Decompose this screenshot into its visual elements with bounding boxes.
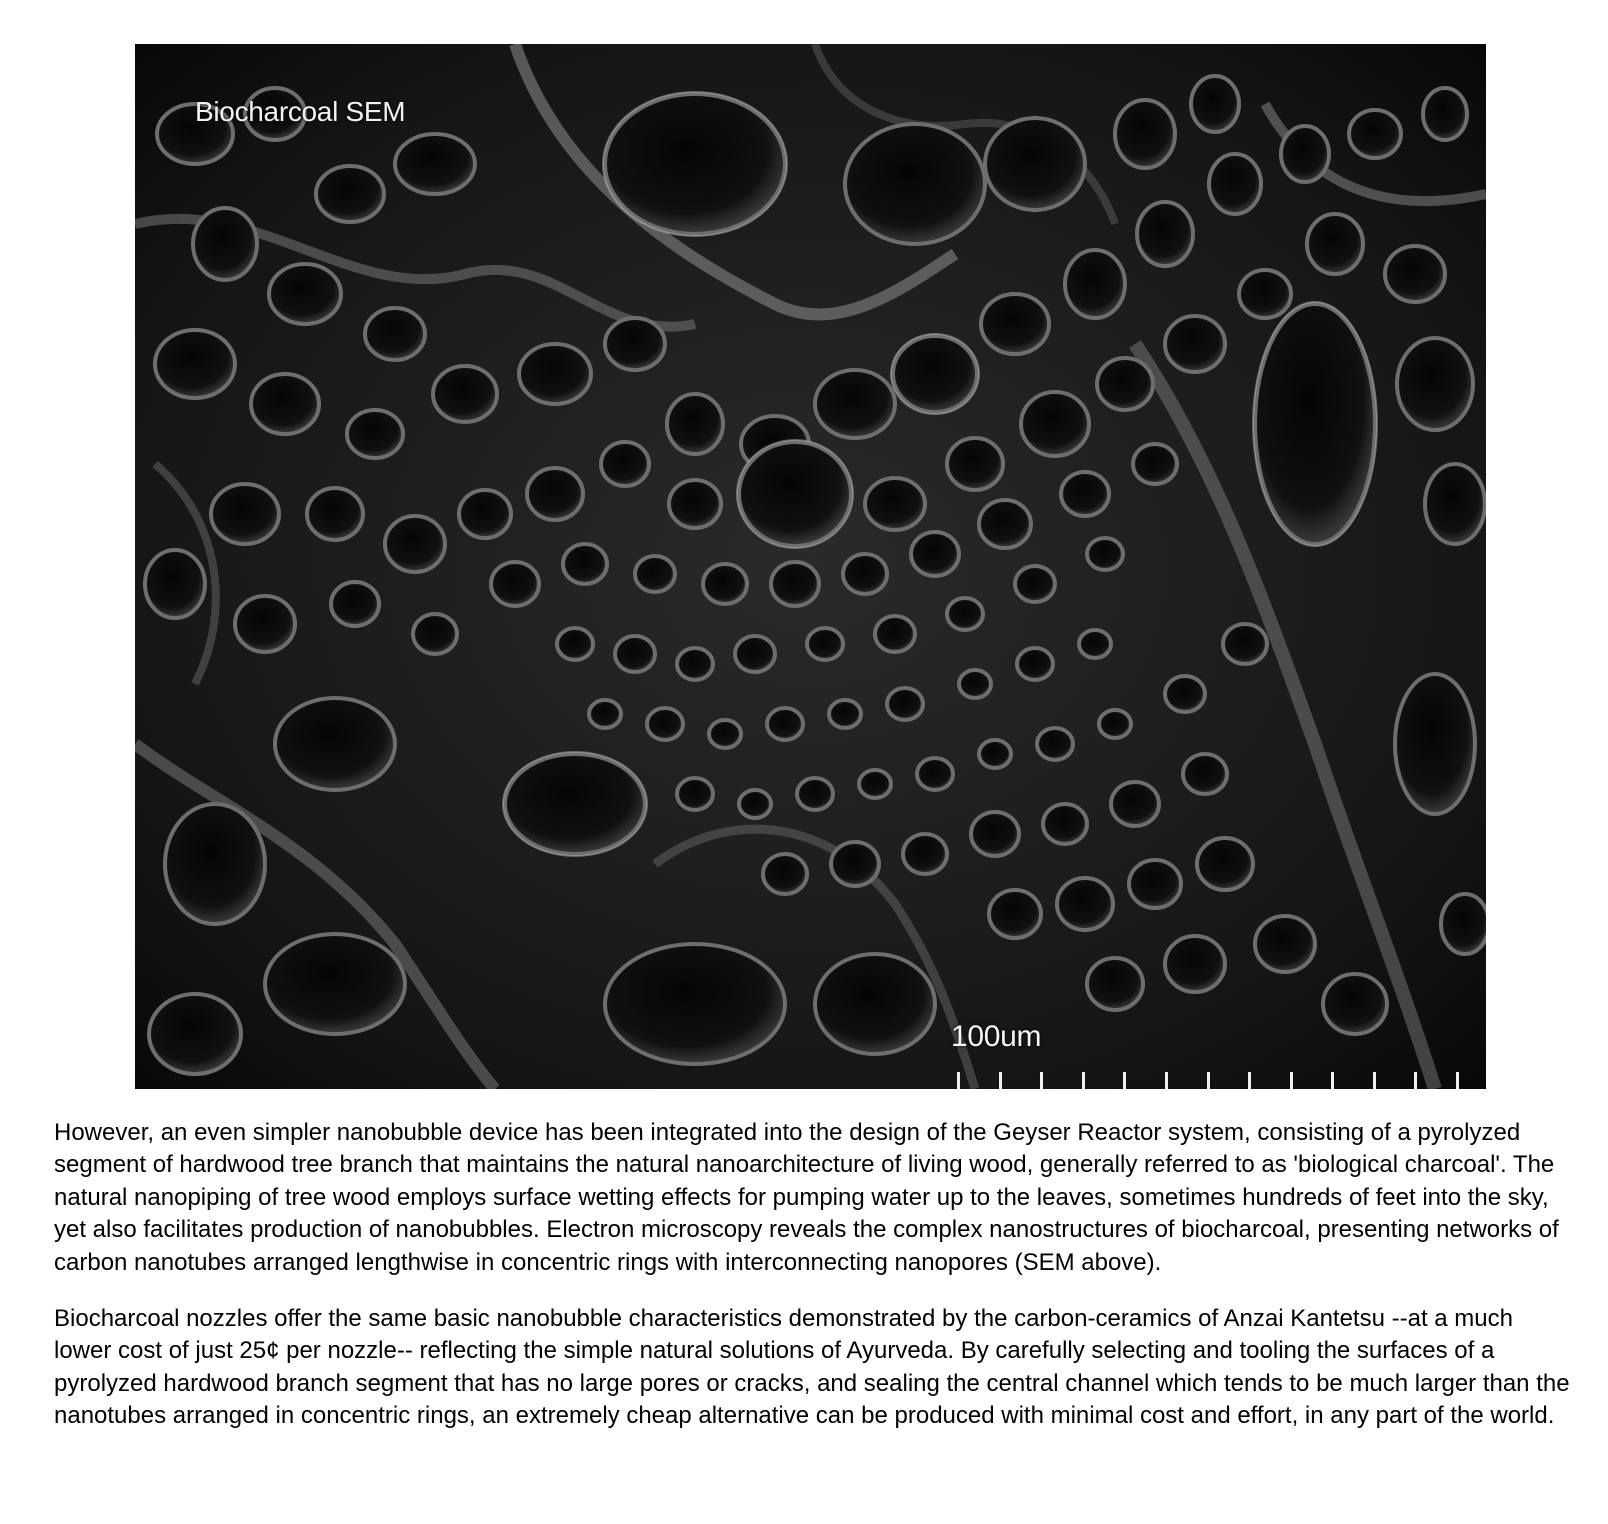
scale-tick [1414, 1072, 1417, 1089]
scale-bar [957, 1068, 1459, 1089]
scale-tick [1290, 1072, 1293, 1089]
scale-tick [957, 1072, 960, 1089]
figure-caption: Biocharcoal SEM [195, 96, 406, 127]
scale-tick [999, 1072, 1002, 1089]
sem-texture [135, 44, 1486, 1089]
scale-tick [1040, 1072, 1043, 1089]
scale-tick [1165, 1072, 1168, 1089]
scale-tick [1207, 1072, 1210, 1089]
paragraph-1: However, an even simpler nanobubble device has been integrated into the design of the Geyser Reactor system, consisting of a pyrolyzed segment of hardwood tree branch that maintains the natural nanoarchitecture of living wood, generally referred to as 'biological charcoal'. The natural nanopiping of tree wood employs surface wetting effects for pumping water up to the leaves, sometimes hundreds of feet into the sky, yet also facilitates production of nanobubbles. Electron microscopy reveals the complex nanostructures of biocharcoal, presenting networks of carbon nanotubes arranged lengthwise in concentric rings with interconnecting nanopores (SEM above). [54, 1119, 1559, 1276]
article-body [54, 1117, 1570, 1457]
sem-image [135, 44, 1486, 1089]
paragraph-2: Biocharcoal nozzles offer the same basic nanobubble characteristics demonstrated by the carbon-ceramics of Anzai Kantetsu --at a much lower cost of just 25¢ per nozzle-- reflecting the simple natural solutions of Ayurveda. By carefully selecting and tooling the surfaces of a pyrolyzed hardwood branch segment that has no large pores or cracks, and sealing the central channel which tends to be much larger than the nanotubes arranged in concentric rings, an extremely cheap alternative can be produced with minimal cost and effort, in any part of the world. [54, 1305, 1570, 1430]
scale-tick [1456, 1072, 1459, 1089]
scale-tick [1123, 1072, 1126, 1089]
scale-tick [1248, 1072, 1251, 1089]
scale-bar-label: 100um [951, 1020, 1042, 1053]
scale-tick [1373, 1072, 1376, 1089]
scale-tick [1331, 1072, 1334, 1089]
scale-tick [1082, 1072, 1085, 1089]
